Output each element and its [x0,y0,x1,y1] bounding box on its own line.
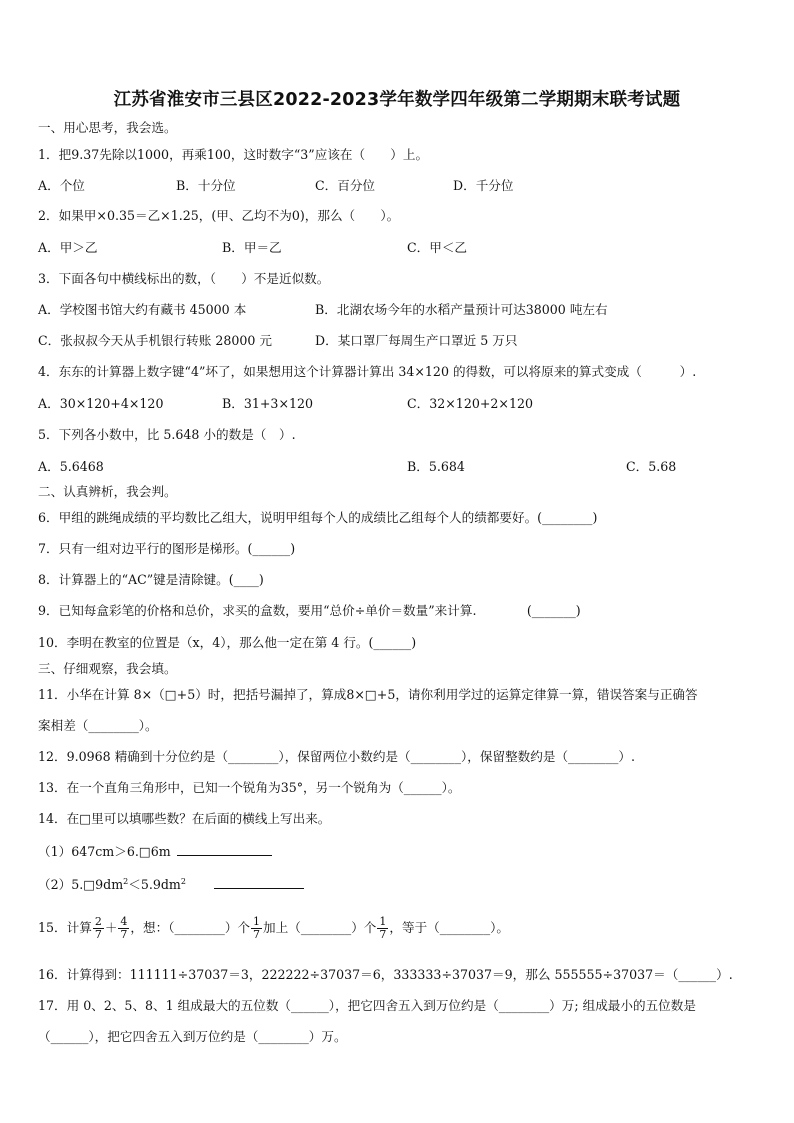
q1-option-d: D．千分位 [453,178,514,193]
question-6: 6．甲组的跳绳成绩的平均数比乙组大，说明甲组每个人的成绩比乙组每个人的绩都要好。(________) [38,510,598,525]
q5-option-c: C．5.68 [626,459,677,474]
question-1: 1．把9.37先除以1000，再乘100，这时数字“3”应该在（ ）上。 [38,147,429,162]
q1-option-a: A．个位 [38,178,85,193]
question-5: 5．下列各小数中，比 5.648 小的数是（ ）. [38,427,296,442]
q1-option-b: B．十分位 [176,178,236,193]
section-1-heading: 一、用心思考，我会选。 [38,120,177,135]
q4-option-a: A．30×120+4×120 [38,396,164,411]
q3-option-c: C．张叔叔今天从手机银行转账 28000 元 [38,333,273,348]
q15-text-1: ，想：（________）个 [130,920,251,935]
question-9: 9．已知每盒彩笔的价格和总价，求买的盒数，要用“总价÷单价＝数量”来计算. (_______) [38,603,581,618]
question-11-line-1: 11．小华在计算 8×（□+5）时，把括号漏掉了，算成8×□+5，请你利用学过的运算定律算一算，错误答案与正确答 [38,687,698,702]
question-15 [38,915,509,941]
section-2-heading: 二、认真辨析，我会判。 [38,484,177,499]
question-2: 2．如果甲×0.35＝乙×1.25，(甲、乙均不为0)，那么（ ）。 [38,208,400,223]
q2-option-a: A．甲＞乙 [38,240,98,255]
q15-text-3: ，等于（________）。 [389,920,510,935]
q4-option-c: C．32×120+2×120 [407,396,533,411]
q14-part-1-answer-line [177,843,272,856]
question-13: 13．在一个直角三角形中，已知一个锐角为35°，另一个锐角为（______）。 [38,780,461,795]
question-14-part-1 [38,843,272,860]
q15-fraction-1: $\frac{2}{7}$ [94,915,102,941]
q5-option-a: A．5.6468 [38,459,104,474]
q14-part-2-left: （2）5.□9dm [38,877,124,893]
question-10: 10．李明在教室的位置是（x，4），那么他一定在第 4 行。(______) [38,635,417,650]
question-16: 16．计算得到：111111÷37037＝3，222222÷37037＝6，333333÷37037＝9，那么 555555÷37037＝（______）. [38,967,733,982]
section-3-heading: 三、仔细观察，我会填。 [38,661,177,676]
q15-text-2: 加上（________）个 [263,920,377,935]
q3-option-a: A．学校图书馆大约有藏书 45000 本 [38,302,247,317]
question-17-line-1: 17．用 0、2、5、8、1 组成最大的五位数（______），把它四舍五入到万位约是（________）万; 组成最小的五位数是 [38,998,696,1013]
question-12: 12．9.0968 精确到十分位约是（________），保留两位小数约是（________），保留整数约是（________）. [38,749,636,764]
q15-fraction-2: $\frac{4}{7}$ [120,915,128,941]
q2-option-b: B．甲＝乙 [222,240,282,255]
q14-part-2-exp-1: 2 [123,877,129,886]
q15-plus: ＋ [104,920,118,935]
question-11-line-2: 案相差（________）。 [38,718,158,733]
q3-option-b: B．北湖农场今年的水稻产量预计可达38000 吨左右 [315,302,608,317]
q14-part-2-exp-2: 2 [180,877,186,886]
question-4: 4．东东的计算器上数字键“4”坏了，如果想用这个计算器计算出 34×120 的得数，可以将原来的算式变成（ ）. [38,364,697,379]
question-7: 7．只有一组对边平行的图形是梯形。(______) [38,541,296,556]
question-17-line-2: （______），把它四舍五入到万位约是（________）万。 [38,1029,347,1044]
q5-option-b: B．5.684 [407,459,465,474]
q14-part-2-right: ＜5.9dm [128,877,181,893]
question-14-part-2 [38,874,304,893]
q15-fraction-4: $\frac{1}{7}$ [379,915,387,941]
question-14: 14．在□里可以填哪些数？在后面的横线上写出来。 [38,811,331,826]
q4-option-b: B．31+3×120 [222,396,314,411]
q14-part-1-text: （1）647cm＞6.□6m [38,844,171,859]
q2-option-c: C．甲＜乙 [407,240,468,255]
question-3: 3．下面各句中横线标出的数，（ ）不是近似数。 [38,271,330,286]
question-8: 8．计算器上的“AC”键是清除键。(____) [38,572,264,587]
q1-option-c: C．百分位 [315,178,376,193]
q3-option-d: D．某口罩厂每周生产口罩近 5 万只 [315,333,518,348]
q15-fraction-3: $\frac{1}{7}$ [253,915,261,941]
q15-prefix: 15．计算 [38,920,92,935]
q14-part-2-answer-line [214,876,304,889]
page-title: 江苏省淮安市三县区2022-2023学年数学四年级第二学期期末联考试题 [113,90,681,110]
